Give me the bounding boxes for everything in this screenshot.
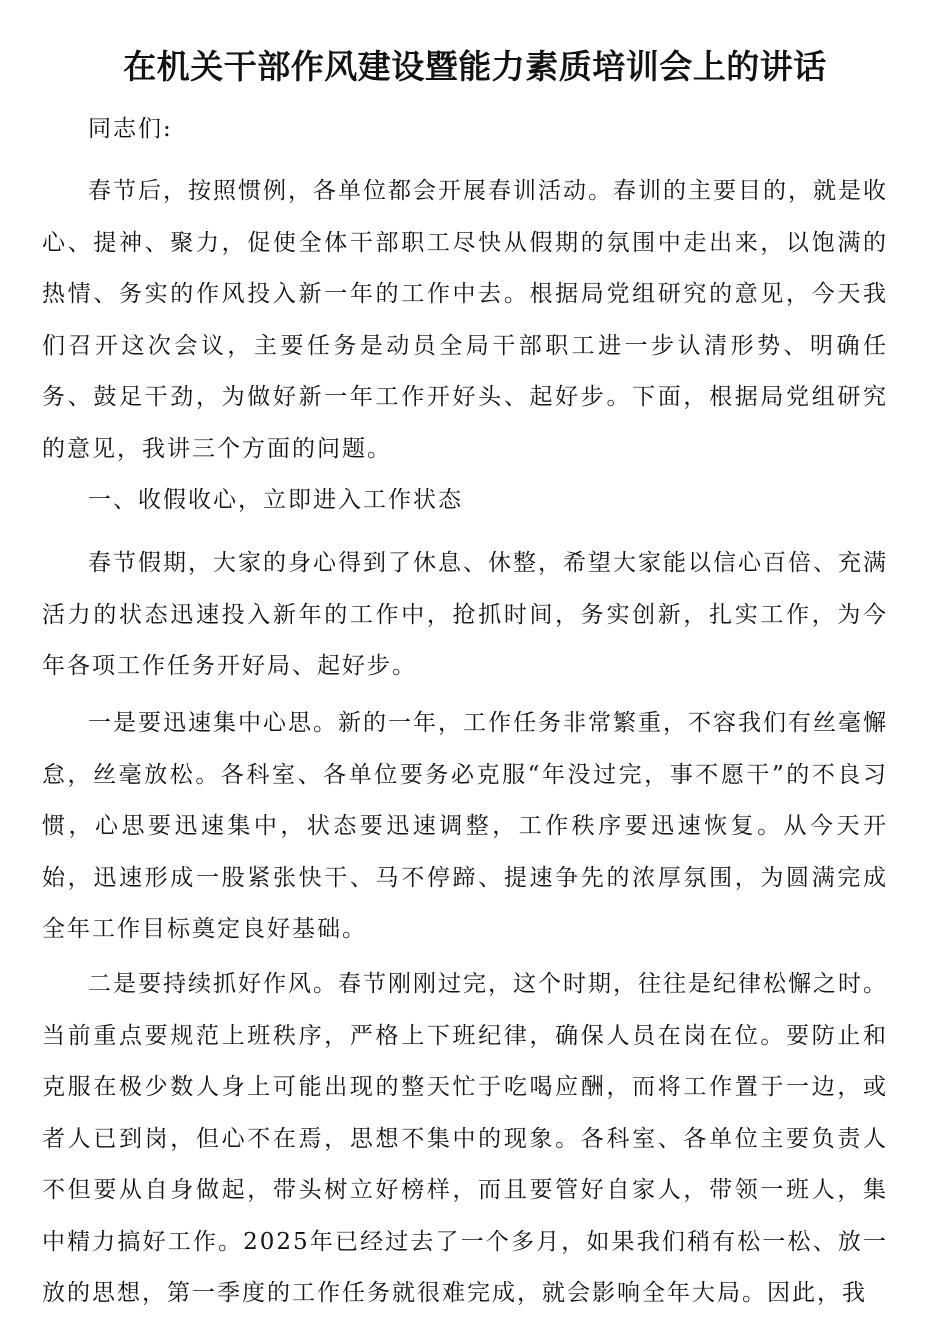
salutation: 同志们: xyxy=(88,116,173,142)
paragraph-intro: 春节后，按照惯例，各单位都会开展春训活动。春训的主要目的，就是收心、提神、聚力，促使全体干部职工尽快从假期的氛围中走出来，以饱满的热情、务实的作风投入新一年的工作中去。根据局党组研究的意见，今天我们召开这次会议，主要任务是动员全局干部职工进一步认清形势、明确任务、鼓足干劲，为做好新一年工作开好头、起好步。下面，根据局党组研究的意见，我讲三个方面的问题。 xyxy=(42,178,888,462)
paragraph-discipline: 二是要持续抓好作风。春节刚刚过完，这个时期，往往是纪律松懈之时。当前重点要规范上班秩序，严格上下班纪律，确保人员在岗在位。要防止和克服在极少数人身上可能出现的整天忙于吃喝应酬，而将工作置于一边，或者人已到岗，但心不在焉，思想不集中的现象。各科室、各单位主要负责人不但要从自身做起，带头树立好榜样，而且要管好自家人，带领一班人，集中精力搞好工作。2025年已经过去了一个多月，如果我们稍有松一松、放一放的思想，第一季度的工作任务就很难完成，就会影响全年大局。因此，我 xyxy=(42,971,888,1306)
paragraph-focus: 一是要迅速集中心思。新的一年，工作任务非常繁重，不容我们有丝毫懈怠，丝毫放松。各科室、各单位要务必克服“年没过完，事不愿干”的不良习惯，心思要迅速集中，状态要迅速调整，工作秩序要迅速恢复。从今天开始，迅速形成一股紧张快干、马不停蹄、提速争先的浓厚氛围，为圆满完成全年工作目标奠定良好基础。 xyxy=(42,710,888,942)
paragraph-holiday: 春节假期，大家的身心得到了休息、休整，希望大家能以信心百倍、充满活力的状态迅速投入新年的工作中，抢抓时间，务实创新，扎实工作，为今年各项工作任务开好局、起好步。 xyxy=(42,550,888,679)
document-title: 在机关干部作风建设暨能力素质培训会上的讲话 xyxy=(123,47,827,86)
section-heading-1: 一、收假收心，立即进入工作状态 xyxy=(88,487,463,513)
